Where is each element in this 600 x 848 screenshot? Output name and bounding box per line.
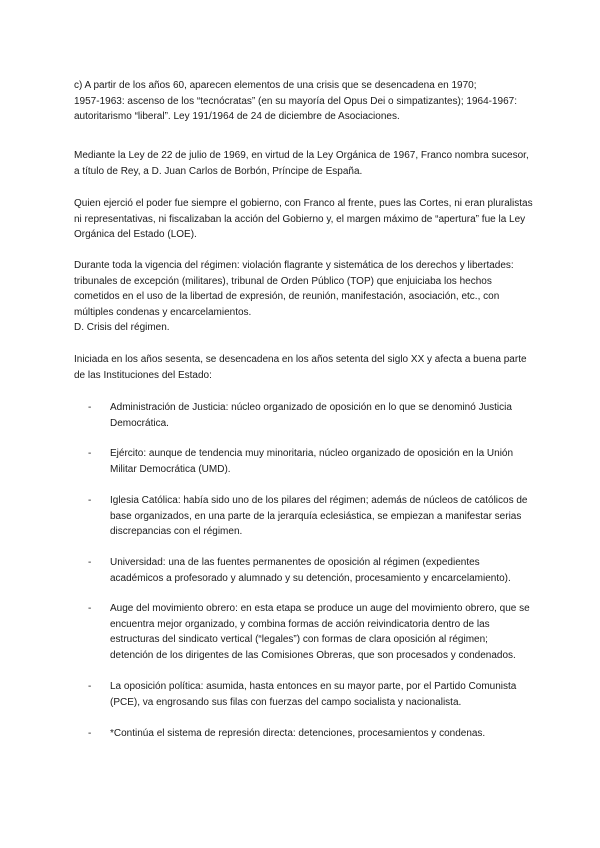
bullet-marker: -	[88, 402, 92, 413]
section-heading: D. Crisis del régimen.	[74, 322, 170, 333]
paragraph-crisis-start: Iniciada en los años sesenta, se desencadena en los años setenta del siglo XX y afecta a buena parte de las Instituciones del Estado:	[74, 354, 527, 381]
text-line: autoritarismo “liberal”. Ley 191/1964 de 24 de diciembre de Asociaciones.	[74, 111, 400, 122]
paragraph-succession: Mediante la Ley de 22 de julio de 1969, en virtud de la Ley Orgánica de 1967, Franco nombra sucesor, a título de Rey, a D. Juan Carlos de Borbón, Príncipe de España.	[74, 150, 529, 177]
text-line: 1957-1963: ascenso de los “tecnócratas” (en su mayoría del Opus Dei o simpatizantes); 1964-1967:	[74, 95, 518, 107]
list-item-text: Auge del movimiento obrero: en esta etapa se produce un auge del movimiento obrero, que se encuentra mejor organizado, y combina formas de acción reivindicatoria dentro de las estructuras del sindicato vertical (“legales”) con formas de clara oposición al régimen; detención de los dirigentes de las Comisiones Obreras, que son procesados y condenados.	[110, 603, 530, 661]
paragraph-crisis-intro	[74, 78, 534, 125]
text-line: c) A partir de los años 60, aparecen elementos de una crisis que se desencadena en 1970;	[74, 80, 477, 91]
list-item-text: Universidad: una de las fuentes permanentes de oposición al régimen (expedientes académicos a profesorado y alumnado y su detención, procesamiento y encarcelamiento).	[110, 557, 511, 584]
list-item-text: *Continúa el sistema de represión directa: detenciones, procesamientos y condenas.	[110, 728, 486, 739]
list-item-text: Iglesia Católica: había sido uno de los pilares del régimen; además de núcleos de católicos de base organizados, en una parte de la jerarquía eclesiástica, se empiezan a manifestar serias discrepancias con el régimen.	[110, 495, 528, 537]
text-body: Durante toda la vigencia del régimen: violación flagrante y sistemática de los derechos y libertades: tribunales de excepción (militares), tribunal de Orden Público (TOP) que enjuiciaba los hechos cometidos en el uso de la libertad de expresión, de reunión, manifestación, asociación, etc., con múltiples condenas y encarcelamientos.	[74, 260, 514, 318]
paragraph-government-power: Quien ejerció el poder fue siempre el gobierno, con Franco al frente, pues las Cortes, ni eran pluralistas ni representativas, ni fiscalizaban la acción del Gobierno y, el margen máximo de “apertura” fue la Ley Orgánica del Estado (LOE).	[74, 198, 533, 240]
paragraph-rights-violation	[74, 258, 534, 336]
bullet-marker: -	[88, 495, 92, 506]
list-item-text: La oposición política: asumida, hasta entonces en su mayor parte, por el Partido Comunista (PCE), va engrosando sus filas con fuerzas del campo socialista y nacionalista.	[110, 681, 517, 708]
bullet-marker: -	[88, 728, 92, 739]
list-item-text: Administración de Justicia: núcleo organizado de oposición en lo que se denominó Justicia Democrática.	[110, 402, 512, 429]
bullet-marker: -	[88, 557, 92, 568]
bullet-marker: -	[88, 681, 92, 692]
list-item-text: Ejército: aunque de tendencia muy minoritaria, núcleo organizado de oposición en la Unión Militar Democrática (UMD).	[110, 448, 514, 475]
bullet-marker: -	[88, 448, 92, 459]
bullet-marker: -	[88, 603, 92, 614]
